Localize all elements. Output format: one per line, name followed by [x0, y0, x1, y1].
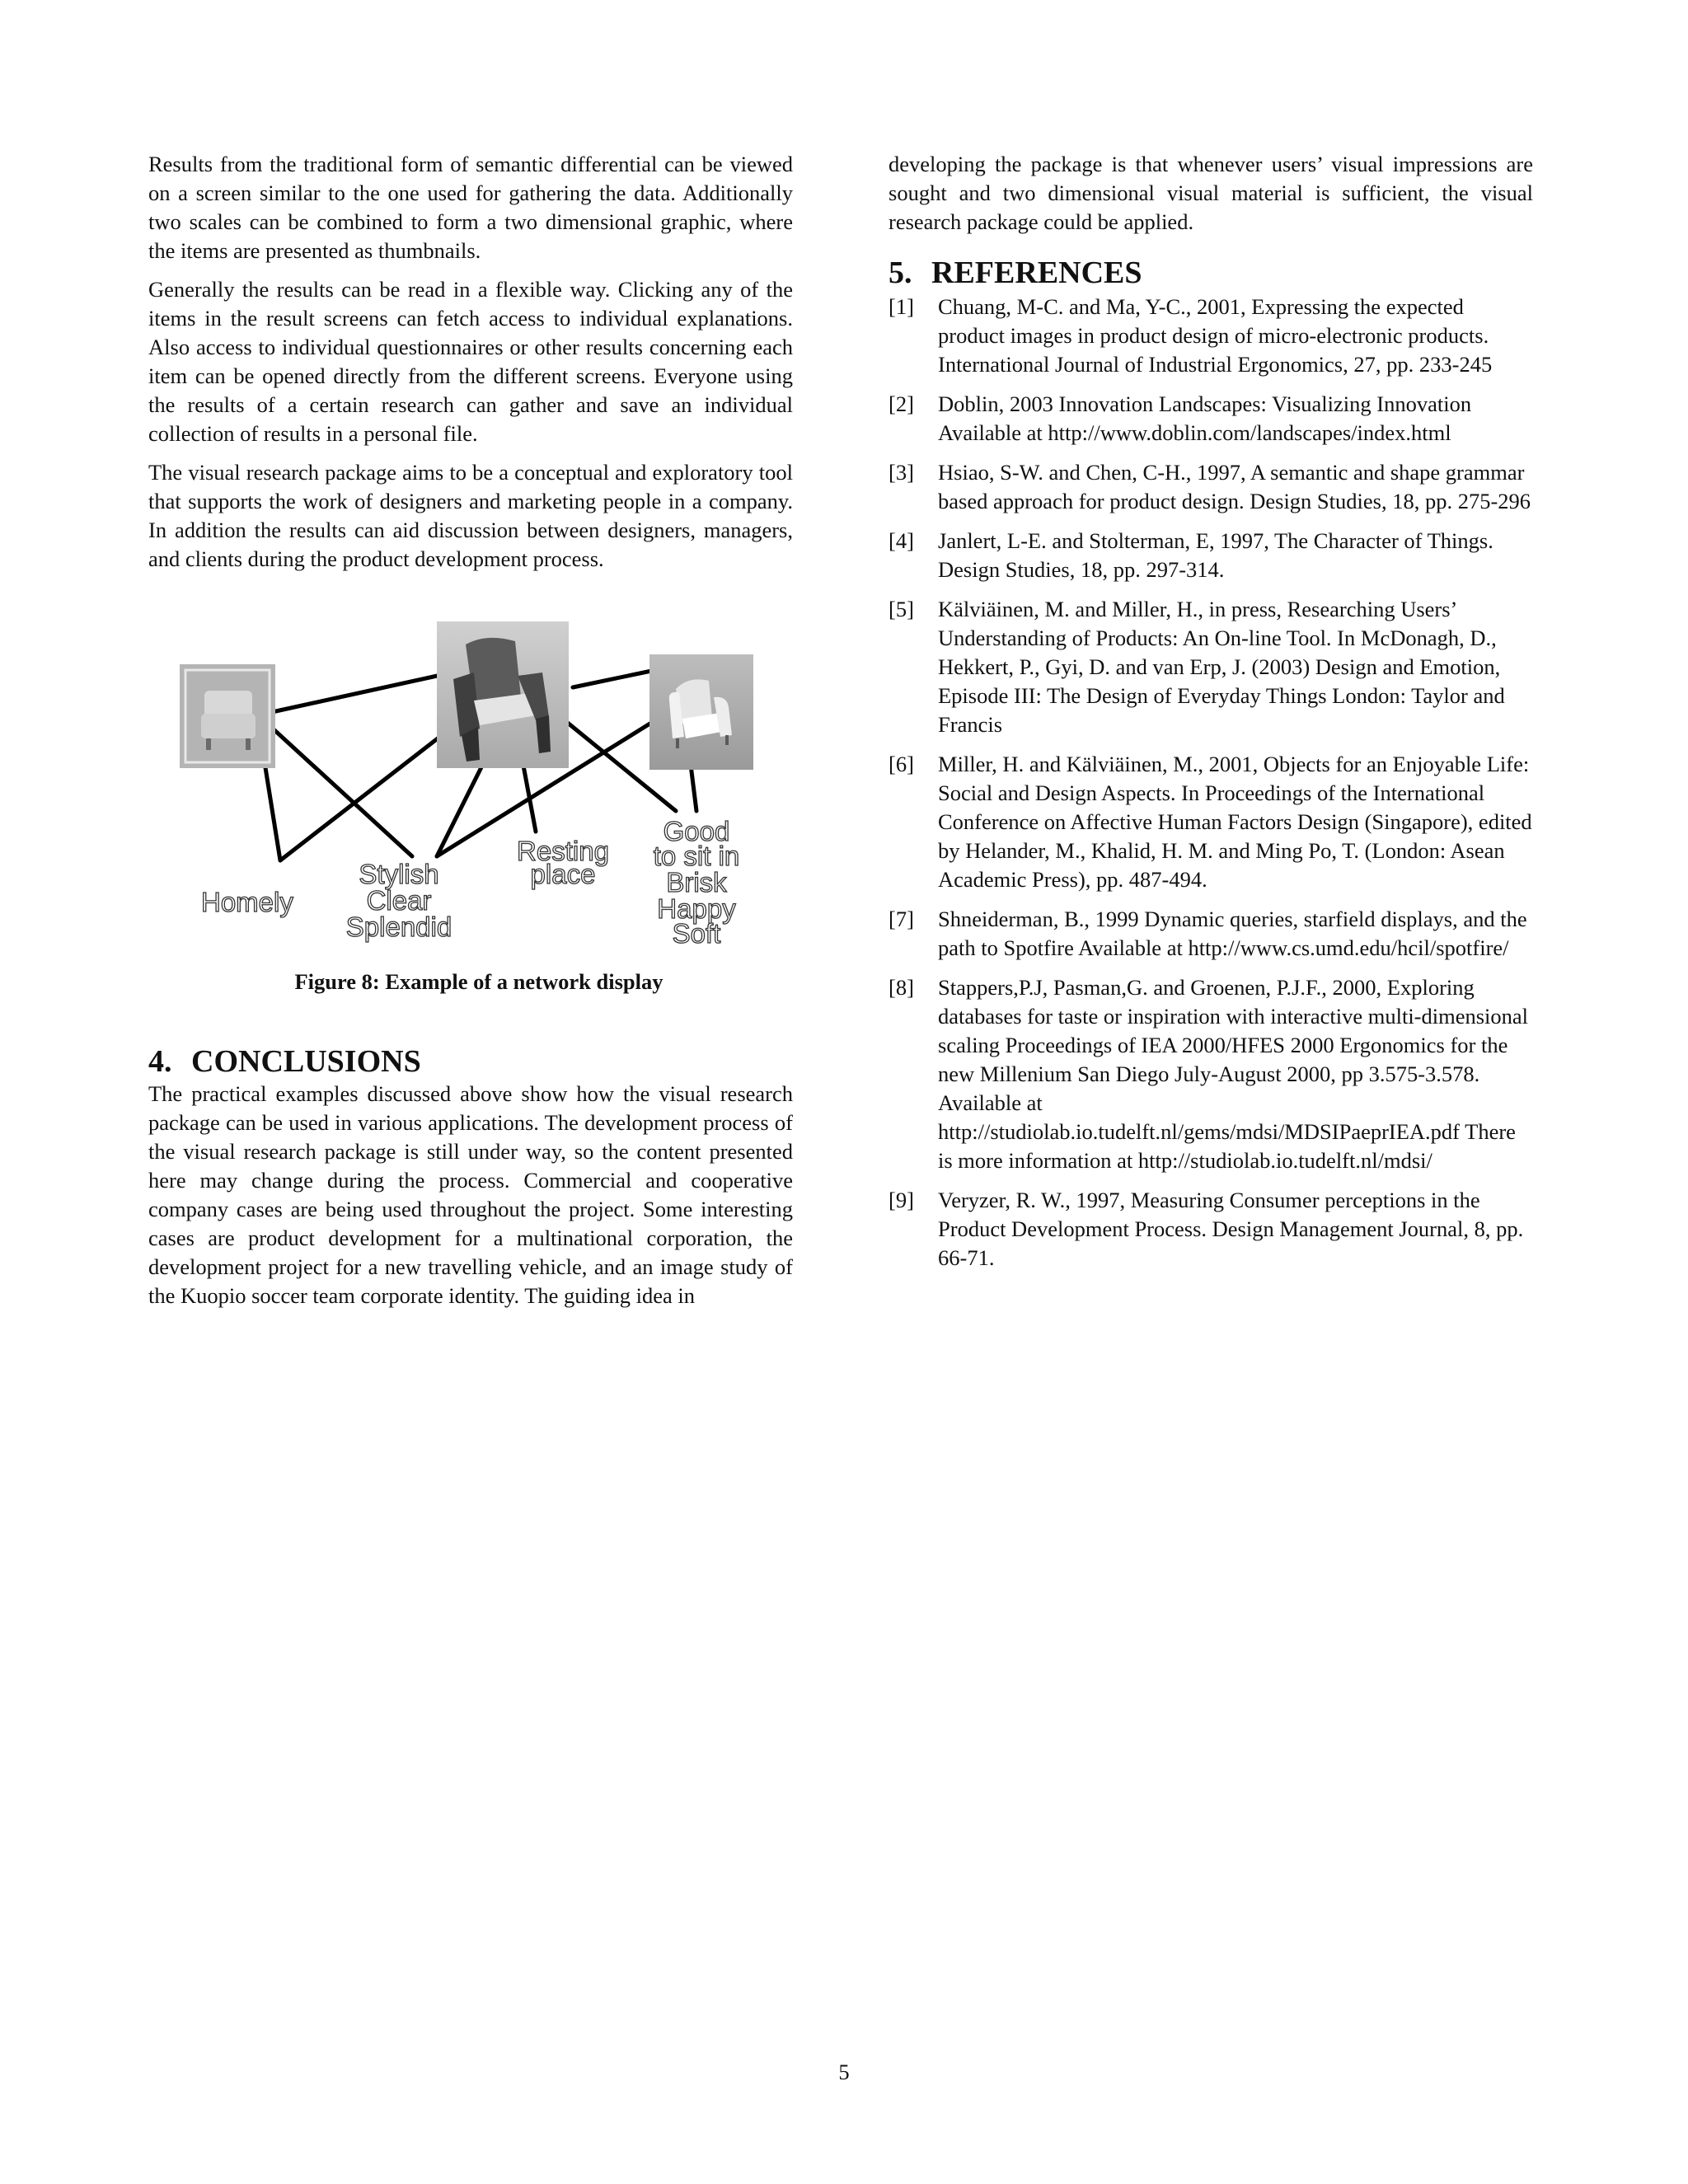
chair-thumbnail-right	[649, 654, 753, 770]
reference-item	[889, 458, 1533, 516]
label-good: Good	[663, 816, 730, 846]
label-homely: Homely	[201, 887, 293, 917]
reference-label: [1]	[889, 294, 914, 319]
edge	[264, 720, 412, 856]
network-diagram	[148, 621, 793, 968]
chair-thumbnail-center	[437, 621, 569, 768]
conclusions-paragraph: The practical examples discussed above show how the visual research package can be used in various applications. The development process of the visual research package is still under way, so the content presented here may change during the process. Commercial and cooperative company cases are being used throughout the project. Some interesting cases are product development for a multinational corporation, the development project for a new travelling vehicle, and an image study of the Kuopio soccer team corporate identity. The guiding idea in	[148, 1081, 793, 1308]
reference-text: Hsiao, S-W. and Chen, C-H., 1997, A semantic and shape grammar based approach for product design. Design Studies, 18, pp. 275-296	[938, 460, 1531, 513]
label-to-sit-in: to sit in	[653, 841, 740, 871]
body-paragraph: developing the package is that whenever users’ visual impressions are sought and two dimensional visual material is sufficient, the visual research package could be applied.	[889, 152, 1533, 234]
section-number: 4.	[148, 1044, 172, 1079]
reference-item	[889, 527, 1533, 584]
reference-item	[889, 595, 1533, 739]
label-splendid: Splendid	[345, 912, 452, 942]
body-paragraph: Results from the traditional form of semantic differential can be viewed on a screen similar to the one used for gathering the data. Additionally two scales can be combined to form a two dimensional graphic, where the items are presented as thumbnails.	[148, 152, 793, 263]
reference-item	[889, 750, 1533, 894]
label-stylish: Stylish	[359, 859, 439, 889]
reference-item	[889, 293, 1533, 379]
reference-label: [5]	[889, 597, 914, 621]
section-title: CONCLUSIONS	[191, 1044, 421, 1079]
section-heading-conclusions	[148, 1043, 793, 1080]
page-number: 5	[838, 2060, 850, 2084]
reference-text: Shneiderman, B., 1999 Dynamic queries, starfield displays, and the path to Spotfire Available at http://www.cs.umd.edu/hcil/spotfire/	[938, 907, 1527, 960]
right-column	[889, 150, 1533, 1283]
label-resting: Resting	[517, 836, 609, 866]
reference-text: Chuang, M-C. and Ma, Y-C., 2001, Expressing the expected product images in product design of micro-electronic products. International Journal of Industrial Ergonomics, 27, pp. 233-245	[938, 294, 1493, 377]
figure-network-display	[148, 621, 793, 968]
section-title: REFERENCES	[931, 255, 1142, 290]
chair-thumbnail-left	[180, 664, 275, 768]
section-heading-references	[889, 255, 1533, 291]
edge	[573, 669, 659, 687]
reference-label: [2]	[889, 391, 914, 416]
reference-label: [4]	[889, 528, 914, 553]
label-clear: Clear	[366, 885, 432, 916]
figure-caption: Figure 8: Example of a network display	[294, 969, 663, 994]
reference-item	[889, 390, 1533, 448]
label-happy: Happy	[657, 893, 736, 924]
reference-item	[889, 1186, 1533, 1272]
left-column	[148, 150, 793, 1320]
body-paragraph: Generally the results can be read in a flexible way. Clicking any of the items in the result screens can fetch access to individual explanations. Also access to individual questionnaires or other results concerning each item can be opened directly from the different screens. Everyone using the results of a certain research can gather and save an individual collection of results in a personal file.	[148, 277, 793, 446]
reference-label: [3]	[889, 460, 914, 485]
reference-label: [7]	[889, 907, 914, 931]
reference-list	[889, 293, 1533, 1272]
section-number: 5.	[889, 255, 912, 290]
reference-text: Miller, H. and Kälviäinen, M., 2001, Objects for an Enjoyable Life: Social and Design Aspects. In Proceedings of the International Conference on Affective Human Factors Design (Singapore), edited by Helander, M., Khalid, H. M. and Ming Po, T. (London: Asean Academic Press), pp. 487-494.	[938, 752, 1532, 892]
edge	[264, 757, 280, 860]
reference-text: Veryzer, R. W., 1997, Measuring Consumer perceptions in the Product Development Process. Design Management Journal, 8, pp. 66-71.	[938, 1188, 1524, 1270]
reference-text: Janlert, L-E. and Stolterman, E, 1997, The Character of Things. Design Studies, 18, pp. 297-314.	[938, 528, 1493, 582]
reference-text: Doblin, 2003 Innovation Landscapes: Visualizing Innovation Available at http://www.doblin.com/landscapes/index.html	[938, 391, 1472, 445]
reference-text: Kälviäinen, M. and Miller, H., in press, Researching Users’ Understanding of Products: An On-line Tool. In McDonagh, D., Hekkert, P., Gyi, D. and van Erp, J. (2003) Design and Emotion, Episode III: The Design of Everyday Things London: Taylor and Francis	[938, 597, 1505, 737]
reference-item	[889, 905, 1533, 963]
reference-label: [9]	[889, 1188, 914, 1212]
edge	[272, 675, 441, 712]
reference-text: Stappers,P.J, Pasman,G. and Groenen, P.J.F., 2000, Exploring databases for taste or inspiration with interactive multi-dimensional scaling Proceedings of IEA 2000/HFES 2000 Ergonomics for the new Millenium San Diego July-August 2000, pp 3.575-3.578. Available at http://studiolab.io.tudelft.nl/gems/mdsi/MDSIPaeprIEA.pdf There is more information at http://studiolab.io.tudelft.nl/mdsi/	[938, 975, 1529, 1173]
label-brisk: Brisk	[666, 867, 727, 898]
reference-label: [8]	[889, 975, 914, 1000]
body-paragraph: The visual research package aims to be a conceptual and exploratory tool that supports the work of designers and marketing people in a company. In addition the results can aid discussion between designers, managers, and clients during the product development process.	[148, 460, 793, 571]
reference-label: [6]	[889, 752, 914, 776]
label-place: place	[530, 859, 596, 889]
reference-item	[889, 973, 1533, 1175]
label-soft: Soft	[672, 918, 721, 949]
edge	[280, 733, 445, 860]
